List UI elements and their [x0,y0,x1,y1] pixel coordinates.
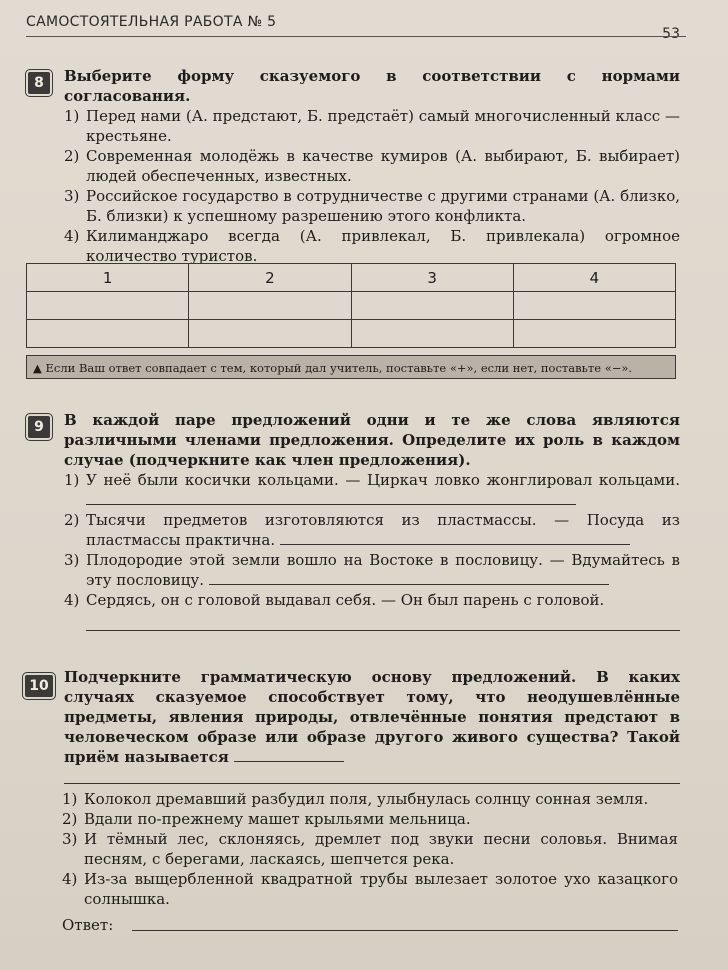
check-cell[interactable] [513,320,675,348]
answer-table [26,263,676,348]
table-header: 3 [351,264,513,292]
task-10-number: 10 [25,675,53,697]
list-item: 2) Современная молодёжь в качестве кумиров (А. выбирают, Б. выбирает) людей обеспеченных, известных. [64,147,680,185]
page-number: 53 [662,26,680,42]
answer-line[interactable] [64,767,680,784]
task-10-question: Подчеркните грамматическую основу предложений. В каких случаях сказуемое способствует тому, что неодушевлённые предметы, явления природы, отвлечённые понятия предстают в человеческом образе или образе другого живого существа? Такой приём называется [64,668,680,766]
list-item: 1) Колокол дремавший разбудил поля, улыбнулась солнцу сонная земля. [62,790,649,808]
check-cell[interactable] [189,320,351,348]
list-item: 1) У неё были косички кольцами. — Циркач ловко жонглировал кольцами. [64,470,680,510]
task-8-number: 8 [28,72,50,94]
table-header: 1 [27,264,189,292]
list-item: 2) Вдали по-прежнему машет крыльями мельница. [62,810,471,828]
answer-cell[interactable] [189,292,351,320]
answer-cell[interactable] [27,292,189,320]
check-cell[interactable] [351,320,513,348]
answer-line[interactable] [209,570,609,585]
task-8-question: Выберите форму сказуемого в соответствии с нормами согласования. [64,67,680,105]
header-divider [26,36,686,37]
task-9-number: 9 [28,416,50,438]
answer-line[interactable] [280,530,630,545]
list-item: 2) Тысячи предметов изготовляются из пластмассы. — Посуда из пластмассы практична. [64,511,680,549]
list-item: 3) Плодородие этой земли вошло на Востоке в пословицу. — Вдумайтесь в эту пословицу. [64,551,680,589]
answer-line[interactable] [86,490,576,505]
table-header: 4 [513,264,675,292]
task-10-list [62,789,678,909]
task-8-items [64,106,680,266]
table-header: 2 [189,264,351,292]
task-10-items [62,789,678,909]
task-10 [64,667,680,798]
answer-cell[interactable] [513,292,675,320]
list-item: 1) Перед нами (А. предстают, Б. предстаёт) самый многочисленный класс — крестьяне. [64,107,680,145]
list-item: 4) Килиманджаро всегда (А. привлекал, Б. привлекала) огромное количество туристов. [64,227,680,265]
answer-line[interactable] [132,930,678,931]
list-item: 3) Российское государство в сотрудничестве с другими странами (А. близко, Б. близки) к успешному разрешению этого конфликта. [64,187,680,225]
answer-cell[interactable] [351,292,513,320]
task-9-question: В каждой паре предложений одни и те же слова являются различными членами предложения. Определите их роль в каждом случае (подчеркните как член предложения). [64,411,680,469]
check-cell[interactable] [27,320,189,348]
answer-label: Ответ: [62,916,114,934]
page-header-title: САМОСТОЯТЕЛЬНАЯ РАБОТА № 5 [26,14,277,30]
list-item: 4) Сердясь, он с головой выдавал себя. — Он был парень с головой. [64,591,605,609]
answer-line[interactable] [86,614,680,631]
table-note: ▲ Если Ваш ответ совпадает с тем, который дал учитель, поставьте «+», если нет, поставьте «−». [26,355,676,379]
task-9 [64,410,680,631]
task-9-items [64,470,680,610]
list-item: 3) И тёмный лес, склоняясь, дремлет под звуки песни соловья. Внимая песням, с берегами, ласкаясь, шепчется река. [62,830,678,868]
term-answer-line[interactable] [234,747,344,762]
task-8 [64,66,680,266]
list-item: 4) Из-за выщербленной квадратной трубы вылезает золотое ухо казацкого солнышка. [62,870,678,908]
